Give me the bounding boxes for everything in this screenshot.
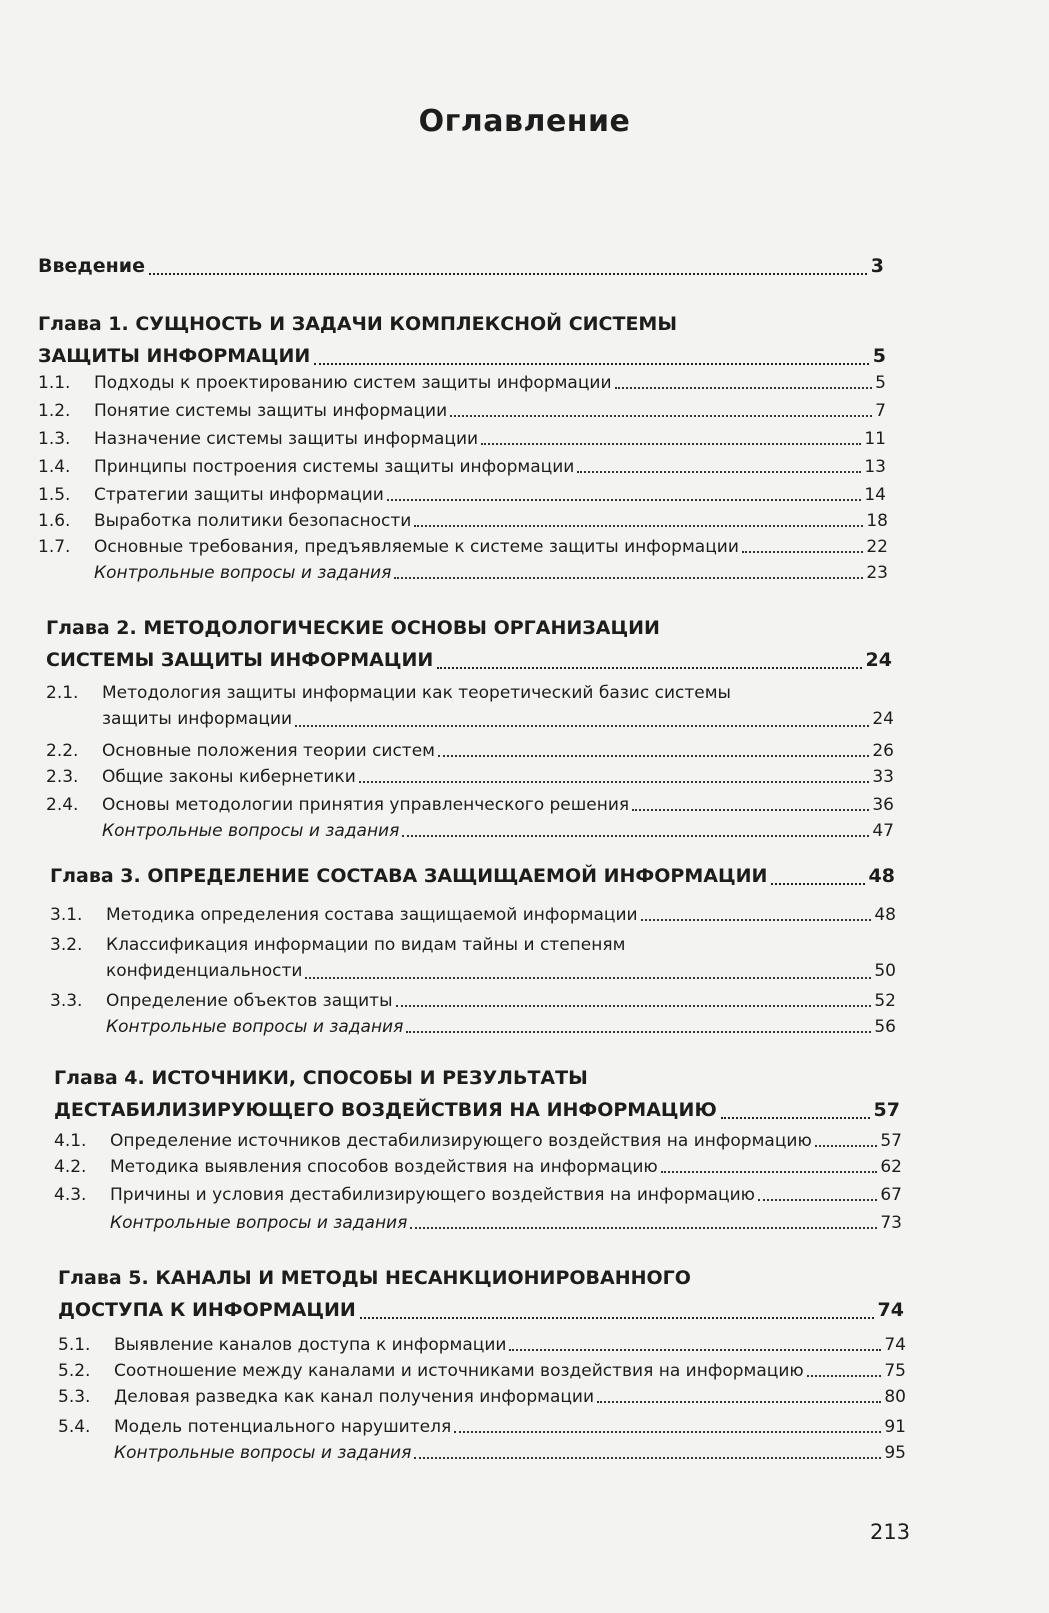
- section-number: 3.1.: [50, 905, 83, 925]
- chapter-heading: [58, 1262, 904, 1326]
- questions-page: 56: [874, 1017, 896, 1037]
- leader-dots: [295, 725, 869, 727]
- questions-page: 47: [872, 821, 894, 841]
- chapter-page: 48: [868, 865, 895, 887]
- section-page: 48: [874, 905, 896, 925]
- intro-entry: [38, 250, 884, 282]
- section-title: Основные положения теории систем: [102, 741, 435, 761]
- toc-entry: [58, 1360, 906, 1382]
- toc-entry: [38, 484, 886, 506]
- toc-entry: [58, 1386, 906, 1408]
- chapter-page: 24: [865, 649, 892, 671]
- section-page: 67: [880, 1185, 902, 1205]
- page-title: Оглавление: [418, 104, 631, 139]
- chapter-heading: [50, 860, 895, 892]
- section-number: 1.6.: [38, 511, 71, 531]
- leader-dots: [509, 1349, 881, 1351]
- toc-entry: [46, 680, 894, 732]
- section-number: 1.3.: [38, 429, 71, 449]
- toc-entry: [38, 510, 888, 532]
- toc-entry-questions: [58, 1442, 906, 1464]
- section-page: 22: [866, 537, 888, 557]
- chapter-title-line2: ДОСТУПА К ИНФОРМАЦИИ: [58, 1299, 356, 1321]
- section-page: 14: [864, 485, 886, 505]
- section-title: Назначение системы защиты информации: [94, 429, 479, 449]
- section-number: 3.3.: [50, 991, 83, 1011]
- section-page: 75: [884, 1361, 906, 1381]
- toc-entry: [50, 932, 896, 984]
- toc-entry: [54, 1130, 902, 1152]
- leader-dots: [360, 1317, 874, 1319]
- leader-dots: [314, 363, 868, 365]
- toc-entry: [58, 1334, 906, 1356]
- leader-dots: [359, 781, 870, 783]
- leader-dots: [402, 835, 869, 837]
- leader-dots: [721, 1117, 870, 1119]
- questions-page: 23: [866, 563, 888, 583]
- leader-dots: [597, 1401, 881, 1403]
- section-title: Соотношение между каналами и источниками воздействия на информацию: [114, 1361, 804, 1381]
- section-title: Общие законы кибернетики: [102, 767, 356, 787]
- section-title: Определение объектов защиты: [106, 991, 393, 1011]
- section-page: 13: [864, 457, 886, 477]
- section-number: 5.2.: [58, 1361, 91, 1381]
- questions-label: Контрольные вопросы и задания: [94, 563, 392, 583]
- section-number: 4.2.: [54, 1157, 87, 1177]
- section-title: Методика выявления способов воздействия на информацию: [110, 1157, 658, 1177]
- toc-entry: [46, 740, 894, 762]
- leader-dots: [577, 471, 861, 473]
- section-number: 1.1.: [38, 373, 71, 393]
- leader-dots: [414, 1457, 881, 1459]
- toc-entry: [38, 428, 886, 450]
- chapter-title-line2: СИСТЕМЫ ЗАЩИТЫ ИНФОРМАЦИИ: [46, 649, 434, 671]
- chapter-title-line1: Глава 1. СУЩНОСТЬ И ЗАДАЧИ КОМПЛЕКСНОЙ СИСТЕМЫ: [38, 313, 678, 335]
- section-title: Понятие системы защиты информации: [94, 401, 448, 421]
- toc-entry: [38, 400, 886, 422]
- section-page: 18: [866, 511, 888, 531]
- section-number: 2.3.: [46, 767, 79, 787]
- section-number: 1.2.: [38, 401, 71, 421]
- chapter-title-line1: Глава 4. ИСТОЧНИКИ, СПОСОБЫ И РЕЗУЛЬТАТЫ: [54, 1067, 588, 1089]
- section-title: Модель потенциального нарушителя: [114, 1417, 452, 1437]
- section-page: 5: [875, 373, 886, 393]
- chapter-title: Глава 3. ОПРЕДЕЛЕНИЕ СОСТАВА ЗАЩИЩАЕМОЙ ИНФОРМАЦИИ: [50, 865, 768, 887]
- section-page: 24: [872, 709, 894, 729]
- section-title: Классификация информации по видам тайны и степеням: [106, 935, 626, 955]
- section-title: Методология защиты информации как теоретический базис системы: [102, 683, 731, 703]
- toc-entry: [38, 536, 888, 558]
- questions-page: 95: [884, 1443, 906, 1463]
- intro-label: Введение: [38, 255, 145, 277]
- leader-dots: [438, 755, 869, 757]
- section-title: Основы методологии принятия управленческого решения: [102, 795, 630, 815]
- leader-dots: [414, 525, 863, 527]
- toc-entry-questions: [38, 562, 888, 584]
- section-number: 3.2.: [50, 935, 83, 955]
- toc-entry: [58, 1416, 906, 1438]
- leader-dots: [641, 919, 872, 921]
- section-number: 1.4.: [38, 457, 71, 477]
- chapter-title-line2: ЗАЩИТЫ ИНФОРМАЦИИ: [38, 345, 311, 367]
- toc-entry: [54, 1184, 902, 1206]
- section-number: 1.7.: [38, 537, 71, 557]
- leader-dots: [305, 977, 871, 979]
- section-title: Принципы построения системы защиты информации: [94, 457, 575, 477]
- leader-dots: [807, 1375, 882, 1377]
- leader-dots: [742, 551, 863, 553]
- chapter-heading: [46, 612, 892, 676]
- chapter-page: 57: [873, 1099, 900, 1121]
- questions-label: Контрольные вопросы и задания: [114, 1443, 412, 1463]
- leader-dots: [815, 1145, 878, 1147]
- toc-entry: [50, 904, 896, 926]
- intro-page: 3: [870, 255, 884, 277]
- chapter-page: 5: [872, 345, 886, 367]
- section-title: Выявление каналов доступа к информации: [114, 1335, 507, 1355]
- section-page: 62: [880, 1157, 902, 1177]
- toc-entry-questions: [54, 1212, 902, 1234]
- section-number: 5.3.: [58, 1387, 91, 1407]
- section-number: 1.5.: [38, 485, 71, 505]
- chapter-title-line1: Глава 2. МЕТОДОЛОГИЧЕСКИЕ ОСНОВЫ ОРГАНИЗАЦИИ: [46, 617, 660, 639]
- leader-dots: [632, 809, 869, 811]
- chapter-title-line2: ДЕСТАБИЛИЗИРУЮЩЕГО ВОЗДЕЙСТВИЯ НА ИНФОРМАЦИЮ: [54, 1099, 717, 1121]
- section-title: Основные требования, предъявляемые к системе защиты информации: [94, 537, 739, 557]
- leader-dots: [410, 1227, 877, 1229]
- section-title: Методика определения состава защищаемой информации: [106, 905, 638, 925]
- section-page: 50: [874, 961, 896, 981]
- chapter-page: 74: [877, 1299, 904, 1321]
- leader-dots: [450, 415, 872, 417]
- chapter-title-line1: Глава 5. КАНАЛЫ И МЕТОДЫ НЕСАНКЦИОНИРОВАННОГО: [58, 1267, 691, 1289]
- section-title-cont: конфиденциальности: [106, 961, 303, 981]
- leader-dots: [394, 577, 863, 579]
- leader-dots: [771, 883, 864, 885]
- section-page: 11: [864, 429, 886, 449]
- section-page: 80: [884, 1387, 906, 1407]
- leader-dots: [661, 1171, 878, 1173]
- section-page: 26: [872, 741, 894, 761]
- questions-page: 73: [880, 1213, 902, 1233]
- section-title-cont: защиты информации: [102, 709, 293, 729]
- toc-entry: [38, 372, 886, 394]
- leader-dots: [149, 273, 867, 275]
- questions-label: Контрольные вопросы и задания: [106, 1017, 404, 1037]
- leader-dots: [437, 667, 861, 669]
- section-number: 4.1.: [54, 1131, 87, 1151]
- section-number: 2.4.: [46, 795, 79, 815]
- questions-label: Контрольные вопросы и задания: [102, 821, 400, 841]
- section-page: 52: [874, 991, 896, 1011]
- leader-dots: [396, 1005, 872, 1007]
- leader-dots: [481, 443, 861, 445]
- section-page: 74: [884, 1335, 906, 1355]
- section-title: Причины и условия дестабилизирующего воздействия на информацию: [110, 1185, 755, 1205]
- section-number: 2.1.: [46, 683, 79, 703]
- section-title: Определение источников дестабилизирующего воздействия на информацию: [110, 1131, 812, 1151]
- section-title: Стратегии защиты информации: [94, 485, 384, 505]
- page-number: 213: [870, 1520, 911, 1544]
- chapter-heading: [38, 308, 886, 372]
- toc-entry-questions: [46, 820, 894, 842]
- section-title: Подходы к проектированию систем защиты информации: [94, 373, 612, 393]
- chapter-heading: [54, 1062, 900, 1126]
- section-page: 36: [872, 795, 894, 815]
- toc-entry: [54, 1156, 902, 1178]
- leader-dots: [454, 1431, 881, 1433]
- leader-dots: [758, 1199, 877, 1201]
- section-page: 33: [872, 767, 894, 787]
- section-title: Выработка политики безопасности: [94, 511, 412, 531]
- section-number: 5.4.: [58, 1417, 91, 1437]
- toc-entry: [46, 766, 894, 788]
- section-number: 5.1.: [58, 1335, 91, 1355]
- section-page: 57: [880, 1131, 902, 1151]
- toc-entry: [38, 456, 886, 478]
- leader-dots: [615, 387, 873, 389]
- leader-dots: [387, 499, 862, 501]
- toc-entry: [50, 990, 896, 1012]
- section-number: 4.3.: [54, 1185, 87, 1205]
- leader-dots: [406, 1031, 871, 1033]
- toc-entry: [46, 794, 894, 816]
- section-number: 2.2.: [46, 741, 79, 761]
- section-page: 91: [884, 1417, 906, 1437]
- section-page: 7: [875, 401, 886, 421]
- toc-entry-questions: [50, 1016, 896, 1038]
- section-title: Деловая разведка как канал получения информации: [114, 1387, 595, 1407]
- questions-label: Контрольные вопросы и задания: [110, 1213, 408, 1233]
